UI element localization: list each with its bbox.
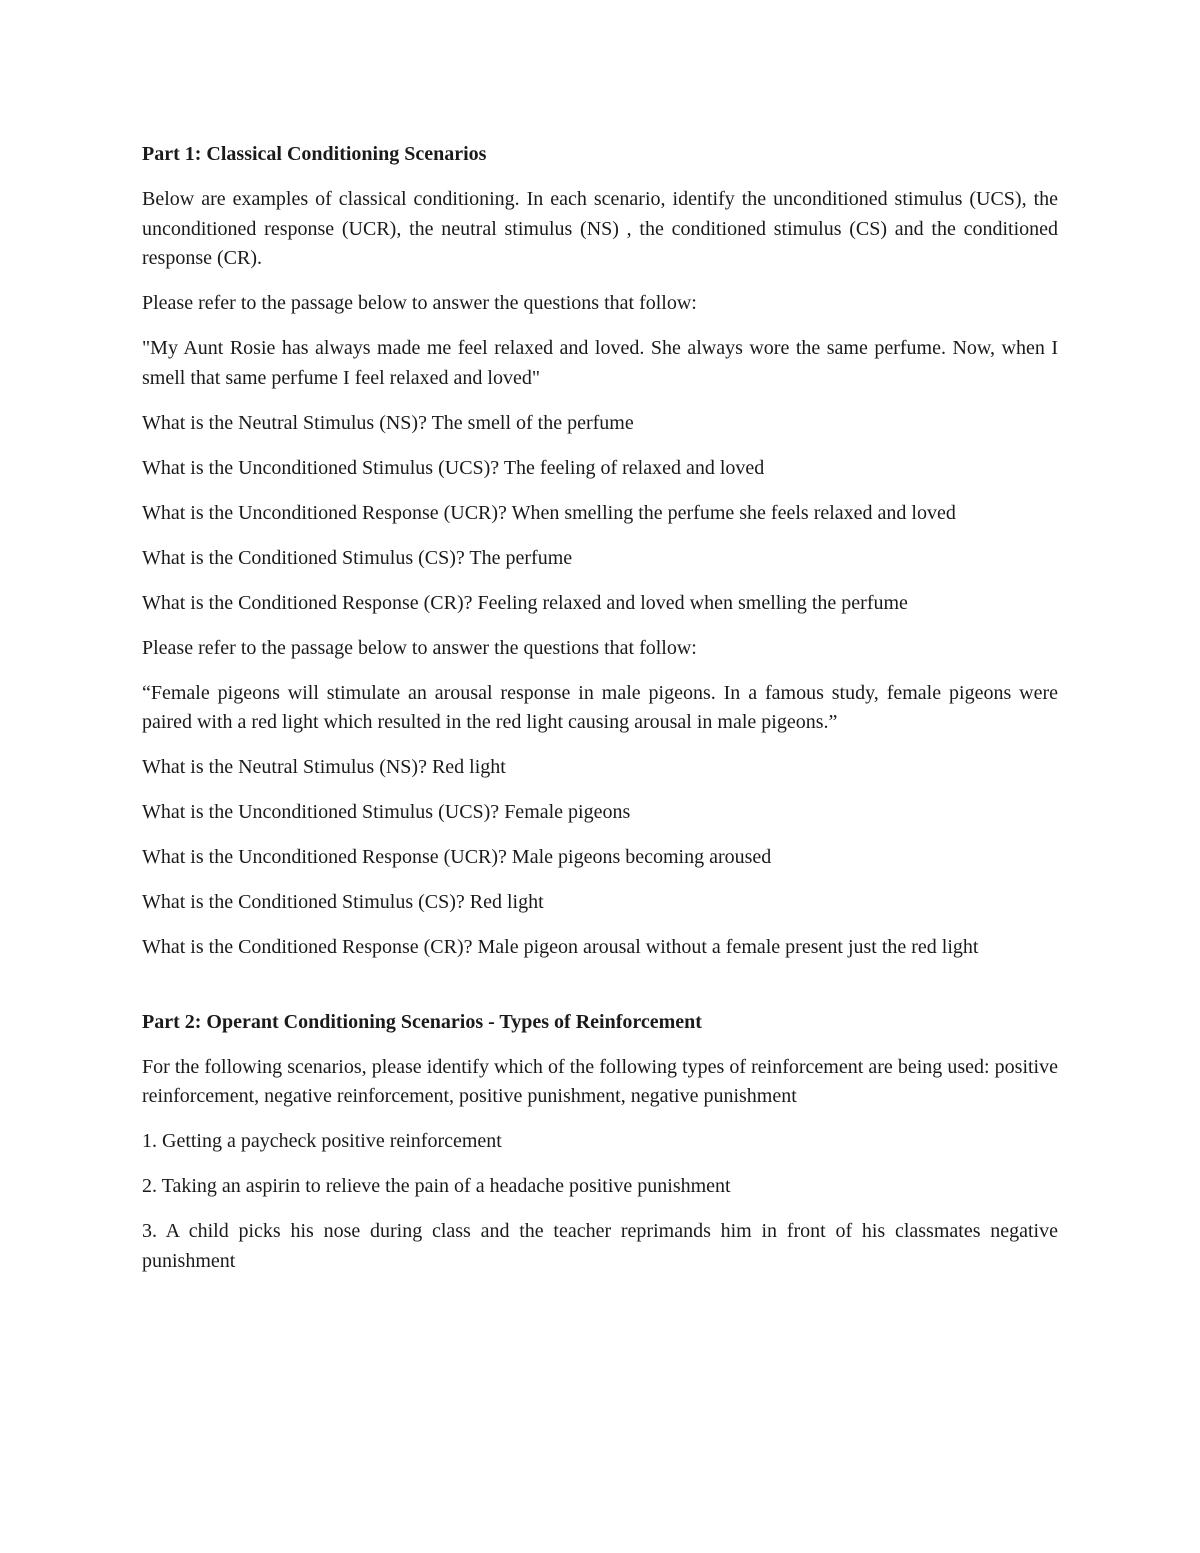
scenario2-qa-ns: What is the Neutral Stimulus (NS)? Red light [142, 756, 506, 778]
scenario2-qa-ucs: What is the Unconditioned Stimulus (UCS)? Female pigeons [142, 801, 631, 823]
scenario1-qa-cs: What is the Conditioned Stimulus (CS)? The perfume [142, 546, 573, 569]
part2-intro: For the following scenarios, please identify which of the following types of reinforcement are being used: positive reinforcement, negative reinforcement, positive punishment, negative punishment [142, 1055, 1058, 1107]
scenario1-qa-cr: What is the Conditioned Response (CR)? Feeling relaxed and loved when smelling the perfume [142, 591, 908, 614]
scenario1-qa-ucs: What is the Unconditioned Stimulus (UCS)? The feeling of relaxed and loved [142, 456, 765, 479]
part1-intro: Below are examples of classical conditioning. In each scenario, identify the unconditioned stimulus (UCS), the unconditioned response (UCR), the neutral stimulus (NS) , the conditioned stimulus (CS) and the conditioned response (CR). [142, 188, 1058, 269]
scenario2-qa-ucr: What is the Unconditioned Response (UCR)? Male pigeons becoming aroused [142, 846, 772, 868]
part2-item-1: 1. Getting a paycheck positive reinforcement [142, 1130, 502, 1152]
scenario2-prompt: Please refer to the passage below to answer the questions that follow: [142, 636, 697, 659]
part1-heading: Part 1: Classical Conditioning Scenarios [142, 143, 487, 165]
scenario1-qa-ns: What is the Neutral Stimulus (NS)? The smell of the perfume [142, 411, 634, 434]
document-page [142, 140, 1058, 1292]
part2-item-3: 3. A child picks his nose during class and the teacher reprimands him in front of his classmates negative punishment [142, 1220, 1058, 1272]
scenario1-qa-ucr: What is the Unconditioned Response (UCR)? When smelling the perfume she feels relaxed and loved [142, 501, 956, 524]
scenario1-passage: "My Aunt Rosie has always made me feel relaxed and loved. She always wore the same perfume. Now, when I smell that same perfume I feel relaxed and loved" [142, 337, 1058, 389]
part2-item-2: 2. Taking an aspirin to relieve the pain of a headache positive punishment [142, 1175, 731, 1197]
scenario1-prompt: Please refer to the passage below to answer the questions that follow: [142, 292, 697, 314]
scenario2-qa-cr: What is the Conditioned Response (CR)? Male pigeon arousal without a female present just the red light [142, 936, 979, 958]
scenario2-qa-cs: What is the Conditioned Stimulus (CS)? Red light [142, 891, 544, 913]
scenario2-passage: “Female pigeons will stimulate an arousal response in male pigeons. In a famous study, female pigeons were paired with a red light which resulted in the red light causing arousal in male pigeons.” [142, 681, 1058, 733]
part2-heading: Part 2: Operant Conditioning Scenarios - Types of Reinforcement [142, 1010, 702, 1033]
